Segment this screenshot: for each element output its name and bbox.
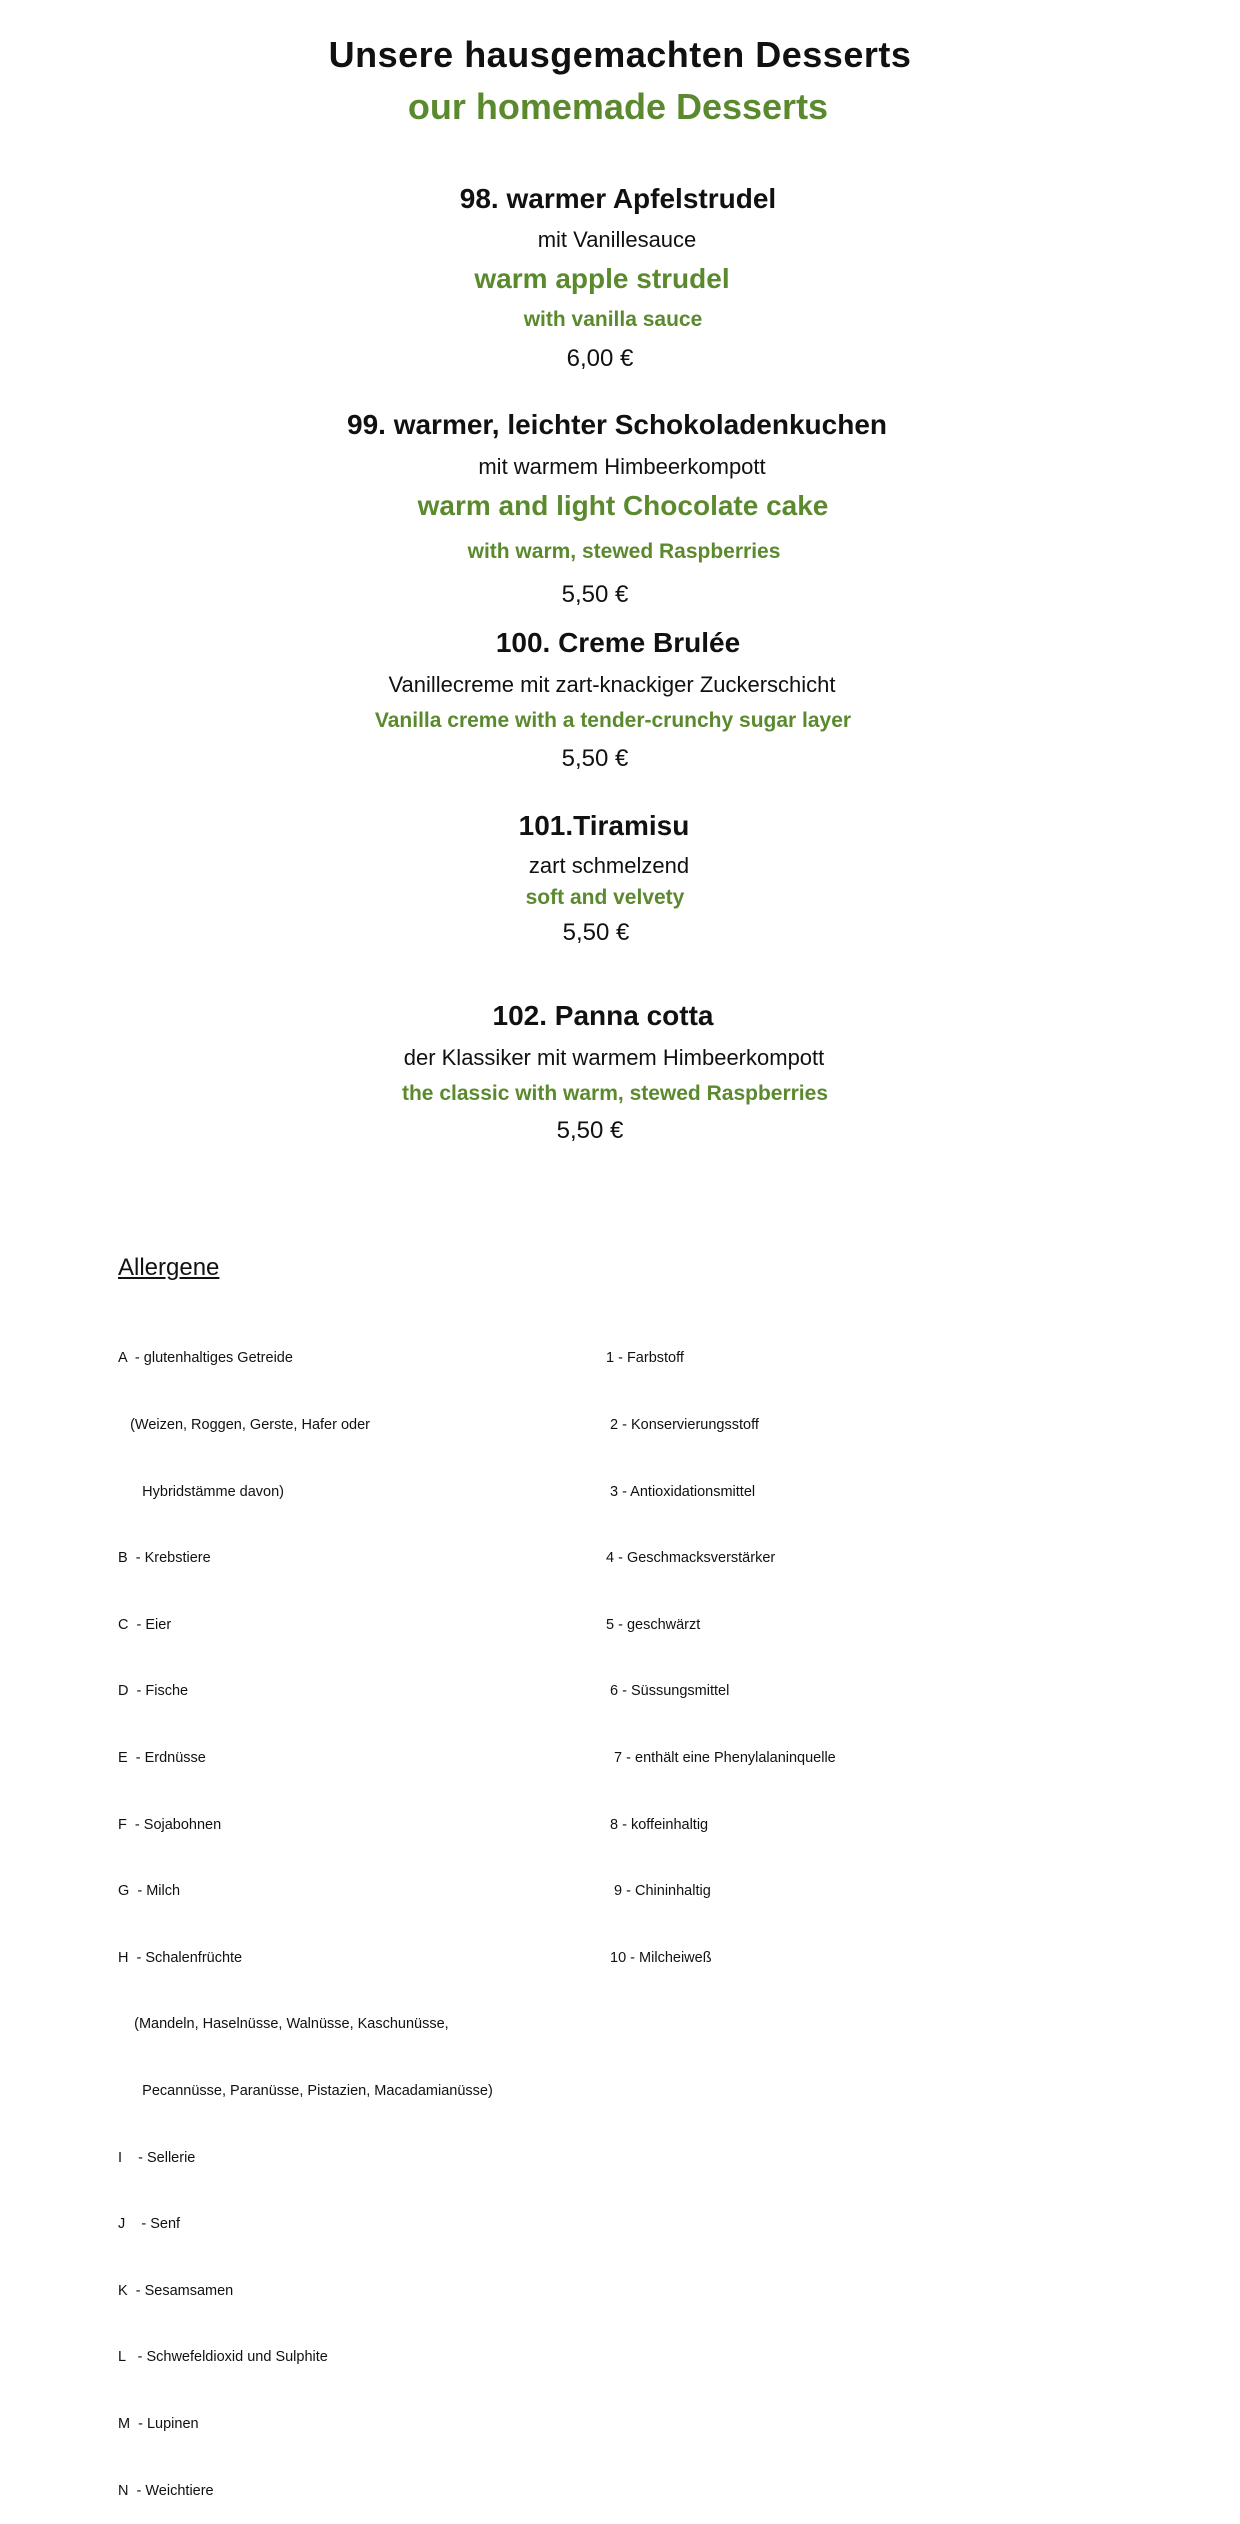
additive-entry: 7 - enthält eine Phenylalaninquelle <box>606 1749 836 1766</box>
item-101-price: 5,50 € <box>562 919 630 946</box>
allergen-entry: C - Eier <box>118 1616 172 1633</box>
additive-entry: 2 - Konservierungsstoff <box>606 1417 759 1433</box>
allergen-entry: J - Senf <box>118 2216 181 2233</box>
item-99-desc-en: with warm, stewed Raspberries <box>467 540 781 563</box>
item-102-desc-en: the classic with warm, stewed Raspberries <box>401 1082 828 1105</box>
item-98-name-de: 98. warmer Apfelstrudel <box>459 183 777 214</box>
allergen-heading: Allergene <box>118 1254 220 1281</box>
item-102-desc-de: der Klassiker mit warmem Himbeerkompott <box>403 1045 825 1070</box>
item-100-name-de: 100. Creme Brulée <box>495 627 741 658</box>
item-99-name-de: 99. warmer, leichter Schokoladenkuchen <box>347 409 887 440</box>
item-101-desc-de: zart schmelzend <box>528 853 690 878</box>
item-100-desc-en: Vanilla creme with a tender-crunchy sugar layer <box>374 709 852 732</box>
additive-entry: 10 - Milcheiweß <box>606 1949 712 1966</box>
additive-list-right <box>606 1303 836 1991</box>
allergen-entry: D - Fische <box>118 1683 189 1700</box>
item-100-desc-de: Vanillecreme mit zart-knackiger Zuckerschicht <box>388 672 836 697</box>
item-102-price: 5,50 € <box>556 1117 624 1144</box>
allergen-entry: (Mandeln, Haselnüsse, Walnüsse, Kaschunüsse, <box>118 2016 449 2033</box>
item-99-desc-de: mit warmem Himbeerkompott <box>478 454 766 479</box>
additive-entry: 6 - Süssungsmittel <box>606 1683 730 1700</box>
item-101-desc-en: soft and velvety <box>525 886 685 909</box>
page-subtitle: our homemade Desserts <box>407 86 829 127</box>
additive-entry: 5 - geschwärzt <box>606 1616 701 1633</box>
additive-entry: 8 - koffeinhaltig <box>606 1816 709 1833</box>
page-title: Unsere hausgemachten Desserts <box>328 34 912 75</box>
allergen-entry: Hybridstämme davon) <box>118 1483 284 1500</box>
additive-entry: 1 - Farbstoff <box>606 1350 684 1367</box>
item-101-name-de: 101.Tiramisu <box>518 810 690 841</box>
allergen-entry: G - Milch <box>118 1883 181 1900</box>
item-98-price: 6,00 € <box>566 345 634 372</box>
allergen-entry: K - Sesamsamen <box>118 2282 234 2299</box>
item-98-name-en: warm apple strudel <box>474 263 730 294</box>
additive-entry: 3 - Antioxidationsmittel <box>606 1483 756 1500</box>
allergen-entry: H - Schalenfrüchte <box>118 1949 243 1966</box>
additive-entry: 9 - Chininhaltig <box>606 1883 711 1900</box>
allergen-entry: F - Sojabohnen <box>118 1816 222 1833</box>
item-99-price: 5,50 € <box>561 581 629 608</box>
allergen-entry: Pecannüsse, Paranüsse, Pistazien, Macadamianüsse) <box>118 2082 493 2099</box>
allergen-entry: N - Weichtiere <box>118 2482 214 2499</box>
allergen-entry: A - glutenhaltiges Getreide <box>118 1350 293 1367</box>
item-102-name-de: 102. Panna cotta <box>492 1000 714 1031</box>
item-98-desc-en: with vanilla sauce <box>523 308 703 331</box>
item-98-desc-de: mit Vanillesauce <box>537 227 697 252</box>
allergen-entry: E - Erdnüsse <box>118 1749 206 1766</box>
allergen-list-left <box>118 1303 493 2524</box>
allergen-entry: (Weizen, Roggen, Gerste, Hafer oder <box>118 1417 370 1433</box>
allergen-entry: L - Schwefeldioxid und Sulphite <box>118 2349 328 2366</box>
additive-entry: 4 - Geschmacksverstärker <box>606 1550 776 1567</box>
allergen-entry: I - Sellerie <box>118 2149 196 2166</box>
allergen-entry: B - Krebstiere <box>118 1550 211 1567</box>
allergen-entry: M - Lupinen <box>118 2415 199 2432</box>
item-99-name-en: warm and light Chocolate cake <box>417 490 829 521</box>
item-100-price: 5,50 € <box>561 745 629 772</box>
